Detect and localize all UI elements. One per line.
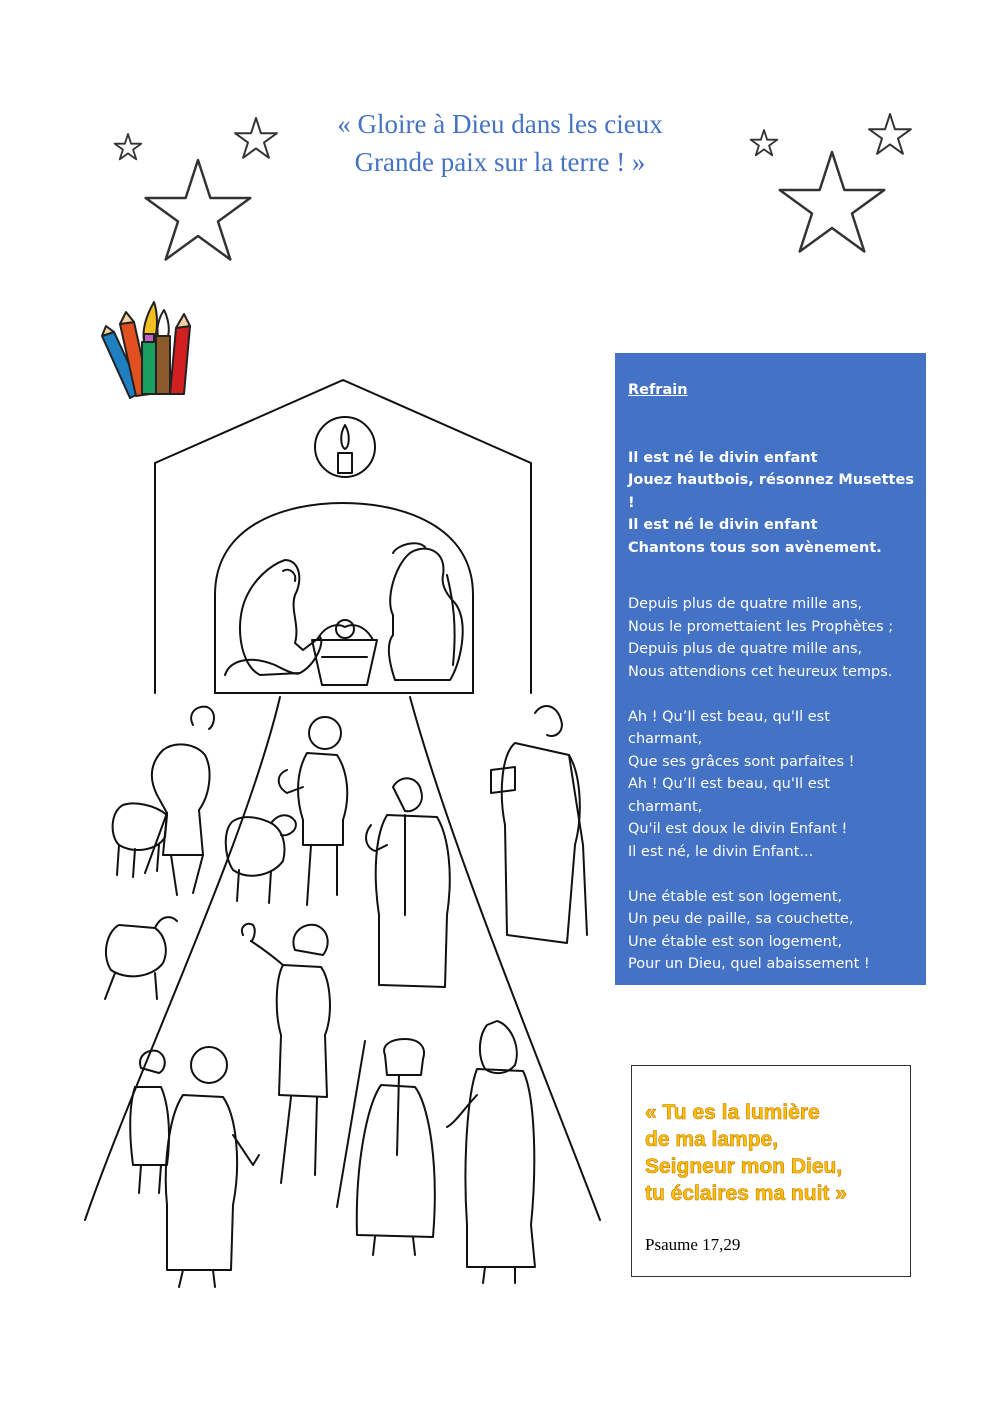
verse-line: Que ses grâces sont parfaites !: [628, 753, 855, 770]
verse-stanza: [628, 886, 916, 976]
quote-line: « Tu es la lumière: [645, 1101, 820, 1124]
quote-line: Seigneur mon Dieu,: [645, 1155, 843, 1178]
refrain-stanza: [628, 447, 916, 560]
refrain-line: Chantons tous son avènement.: [628, 539, 882, 556]
nativity-scene: [75, 375, 605, 1295]
psalm-reference: Psaume 17,29: [645, 1235, 741, 1254]
verse-line: Ah ! Qu’Il est beau, qu'Il est: [628, 708, 830, 725]
verse-line: Ah ! Qu’Il est beau, qu'Il est: [628, 776, 830, 792]
verse-line: charmant,: [628, 731, 703, 747]
psalm-quote: [645, 1099, 898, 1207]
verse-stanza: [628, 593, 916, 683]
quote-line: de ma lampe,: [645, 1128, 779, 1151]
verse-line: Nous le promettaient les Prophètes ;: [628, 618, 894, 635]
star-icon: [235, 118, 277, 158]
verse-line: Pour un Dieu, quel abaissement !: [628, 956, 870, 972]
star-icon: [146, 160, 251, 259]
psalm-quote-box: [631, 1065, 911, 1277]
refrain-heading: Refrain: [628, 382, 688, 398]
verse-line: Depuis plus de quatre mille ans,: [628, 596, 863, 612]
quote-line: tu éclaires ma nuit »: [645, 1182, 847, 1205]
verse-line: Nous attendions cet heureux temps.: [628, 663, 893, 680]
title-line-1: « Gloire à Dieu dans les cieux: [337, 109, 663, 139]
stars-decoration: [0, 0, 1000, 280]
star-icon: [115, 134, 142, 159]
refrain-line: Il est né le divin enfant: [628, 517, 818, 533]
verse-line: Un peu de paille, sa couchette,: [628, 911, 854, 927]
verse-line: Qu'il est doux le divin Enfant !: [628, 821, 848, 837]
refrain-line: Il est né le divin enfant: [628, 449, 818, 466]
verse-line: Il est né, le divin Enfant...: [628, 843, 814, 860]
star-icon: [780, 152, 885, 251]
candle-icon: [315, 417, 375, 477]
verse-line: Depuis plus de quatre mille ans,: [628, 641, 863, 657]
verse-line: Une étable est son logement,: [628, 888, 843, 905]
verse-line: Une étable est son logement,: [628, 933, 843, 950]
verse-line: charmant,: [628, 798, 703, 815]
star-icon: [869, 114, 911, 154]
verse-stanza: [628, 706, 916, 864]
title-line-2: Grande paix sur la terre ! »: [354, 147, 646, 177]
star-icon: [751, 130, 778, 155]
song-lyrics-box: [615, 353, 926, 985]
refrain-line: Jouez hautbois, résonnez Musettes !: [628, 472, 914, 511]
